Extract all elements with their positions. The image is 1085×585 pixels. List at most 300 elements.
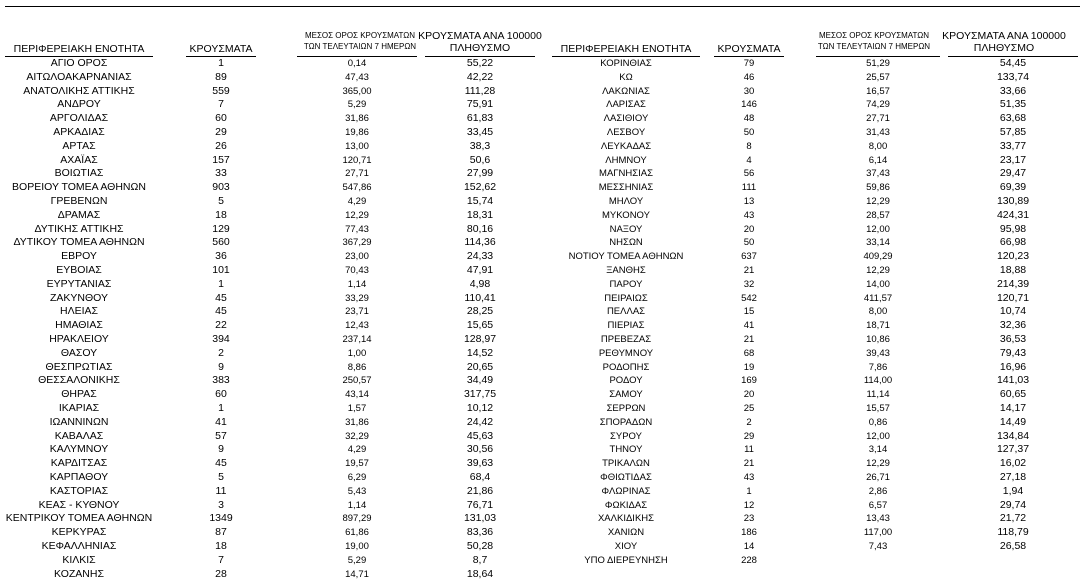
cell-per: 38,3 xyxy=(469,139,491,152)
cell-area: ΠΡΕΒΕΖΑΣ xyxy=(600,334,652,345)
cell-per: 26,58 xyxy=(999,540,1027,552)
right-table-row xyxy=(544,471,1084,485)
cell-area: ΑΧΑΪΑΣ xyxy=(60,153,98,166)
cell-cases: 50 xyxy=(743,237,755,249)
cell-area: ΜΥΚΟΝΟΥ xyxy=(602,209,650,221)
cell-per: 424,31 xyxy=(996,208,1030,221)
cell-per: 33,66 xyxy=(999,84,1027,97)
cell-area: ΡΕΘΥΜΝΟΥ xyxy=(598,347,654,359)
right-table-row xyxy=(544,457,1084,471)
cell-cases: 56 xyxy=(743,168,755,180)
right-table-row xyxy=(544,126,1084,140)
cell-per: 114,36 xyxy=(464,236,496,249)
left-table-row xyxy=(0,209,540,223)
cell-avg: 19,00 xyxy=(345,541,369,552)
cell-per: 4,98 xyxy=(469,277,491,290)
cell-area: ΚΑΒΑΛΑΣ xyxy=(54,429,104,442)
cell-cases: 36 xyxy=(215,250,227,263)
cell-avg: 4,29 xyxy=(347,444,367,456)
cell-avg: 8,00 xyxy=(868,140,888,152)
right-table-row xyxy=(544,333,1084,347)
cell-cases: 21 xyxy=(743,265,755,276)
cell-avg: 26,71 xyxy=(866,472,890,483)
cell-cases: 57 xyxy=(215,429,227,442)
cell-area: ΚΕΝΤΡΙΚΟΥ ΤΟΜΕΑ ΑΘΗΝΩΝ xyxy=(5,512,153,525)
cell-per: 110,41 xyxy=(464,291,496,304)
cell-cases: 12 xyxy=(743,499,755,511)
right-table-row xyxy=(544,167,1084,181)
cell-per: 15,65 xyxy=(466,319,494,332)
cell-per: 69,39 xyxy=(999,181,1027,194)
cell-avg: 114,00 xyxy=(863,375,893,387)
cell-avg: 4,29 xyxy=(347,196,367,207)
cell-avg: 39,43 xyxy=(866,347,890,359)
cell-area: ΗΛΕΙΑΣ xyxy=(59,305,98,318)
right-table-row xyxy=(544,112,1084,126)
cell-per: 29,74 xyxy=(999,498,1027,511)
cell-per: 29,47 xyxy=(999,167,1027,180)
right-table-row xyxy=(544,250,1084,264)
cell-cases: 146 xyxy=(741,99,757,111)
cell-avg: 77,43 xyxy=(345,223,369,235)
cell-avg: 12,29 xyxy=(866,196,890,207)
cell-area: ΚΩ xyxy=(619,71,633,83)
cell-avg: 5,29 xyxy=(347,99,367,111)
cell-cases: 1 xyxy=(218,277,224,290)
header-avg-right-line1: ΜΕΣΟΣ ΟΡΟΣ ΚΡΟΥΣΜΑΤΩΝ xyxy=(818,31,930,40)
right-table-row xyxy=(544,85,1084,99)
cell-avg: 3,14 xyxy=(868,444,888,456)
left-table-row xyxy=(0,540,540,554)
left-table-row xyxy=(0,388,540,402)
cell-area: ΡΟΔΟΥ xyxy=(609,375,643,387)
cell-per: 50,28 xyxy=(466,540,494,552)
cell-cases: 5 xyxy=(218,471,224,483)
cell-avg: 16,57 xyxy=(866,85,890,97)
cell-avg: 12,00 xyxy=(866,430,890,442)
cell-avg: 33,29 xyxy=(345,292,369,304)
left-table-row xyxy=(0,305,540,319)
cell-area: ΧΙΟΥ xyxy=(614,541,638,552)
cell-avg: 12,29 xyxy=(345,209,369,221)
cell-area: ΝΗΣΩΝ xyxy=(609,237,643,249)
left-table-row xyxy=(0,57,540,71)
left-table-row xyxy=(0,457,540,471)
cell-area: ΛΕΣΒΟΥ xyxy=(606,127,646,138)
cell-avg: 117,00 xyxy=(863,527,893,539)
cell-per: 76,71 xyxy=(466,498,494,511)
cell-cases: 28 xyxy=(215,567,227,580)
left-table-row xyxy=(0,98,540,112)
cell-area: ΕΒΡΟΥ xyxy=(61,250,97,263)
cell-area: ΠΙΕΡΙΑΣ xyxy=(607,320,645,332)
left-table-row xyxy=(0,471,540,485)
left-table-row xyxy=(0,264,540,278)
cell-avg: 28,57 xyxy=(866,209,890,221)
cell-avg: 1,00 xyxy=(347,347,367,359)
cell-per: 127,37 xyxy=(996,443,1030,456)
cell-cases: 3 xyxy=(218,498,224,511)
cell-area: ΣΕΡΡΩΝ xyxy=(606,403,646,414)
header-per-line1: ΚΡΟΥΣΜΑΤΑ ΑΝΑ 100000 xyxy=(418,30,542,42)
header-per-right-line2: ΠΛΗΘΥΣΜΟ xyxy=(973,42,1035,54)
cell-cases: 32 xyxy=(743,278,755,290)
left-table-row xyxy=(0,167,540,181)
cell-avg: 12,29 xyxy=(866,265,890,276)
right-table-row xyxy=(544,540,1084,554)
cell-area: ΦΩΚΙΔΑΣ xyxy=(604,499,648,511)
cell-cases: 50 xyxy=(743,127,755,138)
cell-cases: 22 xyxy=(215,319,227,332)
top-rule xyxy=(5,6,1080,7)
left-table-row xyxy=(0,154,540,168)
cell-per: 134,84 xyxy=(996,429,1030,442)
cell-cases: 18 xyxy=(215,208,227,221)
left-table-row xyxy=(0,181,540,195)
cell-per: 27,99 xyxy=(466,167,494,180)
left-table-row xyxy=(0,361,540,375)
cell-area: ΚΟΡΙΝΘΙΑΣ xyxy=(600,58,652,69)
cell-per: 54,45 xyxy=(999,57,1027,69)
cell-area: ΚΑΡΔΙΤΣΑΣ xyxy=(50,457,108,470)
cell-cases: 157 xyxy=(212,153,230,166)
left-table-row xyxy=(0,71,540,85)
cell-area: ΛΑΡΙΣΑΣ xyxy=(606,99,646,111)
cell-cases: 68 xyxy=(743,347,755,359)
cell-avg: 25,57 xyxy=(866,71,890,83)
cell-per: 27,18 xyxy=(999,471,1027,483)
cell-per: 24,33 xyxy=(466,250,494,263)
cell-avg: 411,57 xyxy=(863,292,893,304)
cell-avg: 31,86 xyxy=(345,113,369,125)
header-area-right: ΠΕΡΙΦΕΡΕΙΑΚΗ ΕΝΟΤΗΤΑ xyxy=(560,43,692,55)
cell-cases: 542 xyxy=(741,292,757,304)
cell-cases: 101 xyxy=(212,264,230,276)
cell-area: ΘΕΣΠΡΩΤΙΑΣ xyxy=(45,360,113,373)
right-table-row xyxy=(544,443,1084,457)
cell-avg: 0,14 xyxy=(347,58,367,69)
cell-per: 24,42 xyxy=(466,415,494,428)
cell-area: ΗΡΑΚΛΕΙΟΥ xyxy=(49,333,109,345)
left-table-row xyxy=(0,250,540,264)
right-table-row xyxy=(544,305,1084,319)
cell-area: ΚΕΦΑΛΛΗΝΙΑΣ xyxy=(41,540,117,552)
cell-cases: 7 xyxy=(218,553,224,566)
header-area: ΠΕΡΙΦΕΡΕΙΑΚΗ ΕΝΟΤΗΤΑ xyxy=(13,43,145,55)
cell-cases: 13 xyxy=(743,196,755,207)
cell-area: ΕΥΒΟΙΑΣ xyxy=(56,264,102,276)
cell-per: 42,22 xyxy=(466,70,494,83)
cell-avg: 12,29 xyxy=(866,458,890,470)
cell-per: 14,49 xyxy=(999,415,1027,428)
cell-area: ΑΝΔΡΟΥ xyxy=(57,98,101,111)
cell-cases: 637 xyxy=(741,251,757,263)
cell-area: ΗΜΑΘΙΑΣ xyxy=(55,319,103,332)
cell-per: 131,03 xyxy=(463,512,497,525)
cell-area: ΒΟΡΕΙΟΥ ΤΟΜΕΑ ΑΘΗΝΩΝ xyxy=(12,181,146,194)
cell-per: 68,4 xyxy=(469,471,491,483)
cell-avg: 8,00 xyxy=(868,306,888,318)
cell-cases: 7 xyxy=(218,98,224,111)
left-table-row xyxy=(0,416,540,430)
cell-area: ΤΗΝΟΥ xyxy=(609,444,643,456)
cell-area: ΜΑΓΝΗΣΙΑΣ xyxy=(599,168,653,180)
cell-area: ΛΑΚΩΝΙΑΣ xyxy=(602,85,650,97)
cell-avg: 12,00 xyxy=(866,223,890,235)
cell-per: 34,49 xyxy=(466,374,494,387)
cell-area: ΣΥΡΟΥ xyxy=(610,430,642,442)
cell-cases: 394 xyxy=(212,333,230,345)
left-table-row xyxy=(0,512,540,526)
cell-avg: 897,29 xyxy=(342,513,372,525)
cell-avg: 1,14 xyxy=(347,278,367,290)
cell-cases: 45 xyxy=(215,457,227,470)
cell-cases: 14 xyxy=(743,541,755,552)
cell-per: 45,63 xyxy=(466,429,494,442)
cell-cases: 903 xyxy=(212,181,230,194)
right-table-row xyxy=(544,374,1084,388)
cell-area: ΒΟΙΩΤΙΑΣ xyxy=(54,167,104,180)
cell-cases: 228 xyxy=(741,554,757,566)
cell-area: ΔΡΑΜΑΣ xyxy=(57,208,101,221)
cell-per: 18,31 xyxy=(466,208,494,221)
cell-cases: 29 xyxy=(215,126,227,138)
cell-area: ΘΗΡΑΣ xyxy=(61,388,97,401)
left-table-row xyxy=(0,223,540,237)
header-per-right xyxy=(929,30,1079,54)
cell-per: 66,98 xyxy=(999,236,1027,249)
cell-cases: 15 xyxy=(743,306,755,318)
cell-area: ΓΡΕΒΕΝΩΝ xyxy=(50,195,108,207)
cell-area: ΛΕΥΚΑΔΑΣ xyxy=(600,140,652,152)
cell-per: 83,36 xyxy=(466,526,494,539)
cell-avg: 547,86 xyxy=(342,182,372,194)
cell-area: ΚΑΡΠΑΘΟΥ xyxy=(49,471,109,483)
left-table-row xyxy=(0,278,540,292)
cell-area: ΚΑΣΤΟΡΙΑΣ xyxy=(49,484,109,497)
cell-area: ΡΟΔΟΠΗΣ xyxy=(602,361,650,373)
cell-per: 141,03 xyxy=(996,374,1030,387)
cell-per: 14,52 xyxy=(466,346,494,359)
cell-cases: 46 xyxy=(743,71,755,83)
cell-area: ΑΓΙΟ ΟΡΟΣ xyxy=(50,57,108,69)
cell-avg: 7,43 xyxy=(868,541,888,552)
cell-cases: 43 xyxy=(743,472,755,483)
cell-avg: 0,86 xyxy=(868,416,888,428)
header-cases: ΚΡΟΥΣΜΑΤΑ xyxy=(189,43,253,55)
cell-per: 28,25 xyxy=(466,305,494,318)
cell-avg: 13,00 xyxy=(345,140,369,152)
cell-area: ΚΕΡΚΥΡΑΣ xyxy=(51,526,107,539)
cell-cases: 169 xyxy=(741,375,757,387)
left-table-row xyxy=(0,85,540,99)
cell-area: ΚΙΛΚΙΣ xyxy=(62,553,96,566)
cell-cases: 129 xyxy=(212,222,230,235)
left-table-row xyxy=(0,236,540,250)
cell-area: ΚΟΖΑΝΗΣ xyxy=(54,567,104,580)
cell-per: 47,91 xyxy=(466,264,494,276)
cell-avg: 6,57 xyxy=(868,499,888,511)
cell-cases: 19 xyxy=(743,361,755,373)
cell-area: ΙΩΑΝΝΙΝΩΝ xyxy=(49,415,109,428)
cell-avg: 367,29 xyxy=(342,237,372,249)
cell-per: 33,77 xyxy=(999,139,1027,152)
cell-cases: 1 xyxy=(218,402,224,414)
left-table-row xyxy=(0,347,540,361)
right-table-row xyxy=(544,402,1084,416)
cell-cases: 33 xyxy=(215,167,227,180)
cell-cases: 45 xyxy=(215,305,227,318)
cell-per: 20,65 xyxy=(466,360,494,373)
cell-avg: 6,29 xyxy=(347,472,367,483)
cell-area: ΑΡΚΑΔΙΑΣ xyxy=(53,126,105,138)
left-table-row xyxy=(0,499,540,513)
cell-per: 61,83 xyxy=(466,112,494,125)
cell-cases: 5 xyxy=(218,195,224,207)
cell-area: ΜΗΛΟΥ xyxy=(608,196,644,207)
cell-avg: 15,57 xyxy=(866,403,890,414)
cell-avg: 7,86 xyxy=(868,361,888,373)
cell-per: 10,12 xyxy=(466,402,494,414)
cell-area: ΘΕΣΣΑΛΟΝΙΚΗΣ xyxy=(38,374,120,387)
right-table-row xyxy=(544,319,1084,333)
right-table-row xyxy=(544,361,1084,375)
left-table-row xyxy=(0,430,540,444)
cell-avg: 14,71 xyxy=(345,568,369,580)
cell-per: 10,74 xyxy=(999,305,1027,318)
cell-area: ΞΑΝΘΗΣ xyxy=(606,265,646,276)
cell-cases: 2 xyxy=(218,346,224,359)
cell-avg: 5,29 xyxy=(347,554,367,566)
cell-avg: 237,14 xyxy=(342,334,372,345)
cell-avg: 27,71 xyxy=(345,168,369,180)
right-table-row xyxy=(544,485,1084,499)
cell-per: 118,79 xyxy=(997,526,1029,539)
cell-area: ΑΝΑΤΟΛΙΚΗΣ ΑΤΤΙΚΗΣ xyxy=(23,84,135,97)
cell-avg: 250,57 xyxy=(342,375,372,387)
cell-per: 317,75 xyxy=(463,388,497,401)
cell-area: ΥΠΟ ΔΙΕΡΕΥΝΗΣΗ xyxy=(584,554,668,566)
right-table-row xyxy=(544,430,1084,444)
cell-avg: 59,86 xyxy=(866,182,890,194)
cell-area: ΠΕΛΛΑΣ xyxy=(606,306,646,318)
header-avg-line1: ΜΕΣΟΣ ΟΡΟΣ ΚΡΟΥΣΜΑΤΩΝ xyxy=(304,31,416,40)
right-table-row xyxy=(544,57,1084,71)
cell-avg: 47,43 xyxy=(345,71,369,83)
cell-per: 50,6 xyxy=(469,153,491,166)
cell-area: ΠΕΙΡΑΙΩΣ xyxy=(604,292,648,304)
cell-avg: 13,43 xyxy=(866,513,890,525)
cell-per: 130,89 xyxy=(996,195,1030,207)
cell-avg: 8,86 xyxy=(347,361,367,373)
cell-avg: 409,29 xyxy=(863,251,893,263)
right-table-row xyxy=(544,181,1084,195)
cell-per: 128,97 xyxy=(463,333,497,345)
cell-area: ΣΑΜΟΥ xyxy=(609,389,643,401)
cell-cases: 30 xyxy=(743,85,755,97)
cell-per: 57,85 xyxy=(999,126,1027,138)
cell-per: 16,02 xyxy=(999,457,1027,470)
right-table-row xyxy=(544,278,1084,292)
cell-area: ΦΘΙΩΤΙΔΑΣ xyxy=(600,472,652,483)
cell-cases: 11 xyxy=(744,444,754,456)
cell-per: 51,35 xyxy=(999,98,1027,111)
cell-cases: 4 xyxy=(746,154,752,166)
cell-per: 15,74 xyxy=(466,195,494,207)
right-table-row xyxy=(544,209,1084,223)
cell-cases: 23 xyxy=(743,513,755,525)
cell-per: 32,36 xyxy=(999,319,1027,332)
cell-avg: 120,71 xyxy=(342,154,372,166)
cell-cases: 18 xyxy=(215,540,227,552)
cell-area: ΔΥΤΙΚΟΥ ΤΟΜΕΑ ΑΘΗΝΩΝ xyxy=(13,236,145,249)
right-table-row xyxy=(544,388,1084,402)
cell-cases: 45 xyxy=(215,291,227,304)
cell-area: ΕΥΡΥΤΑΝΙΑΣ xyxy=(46,277,112,290)
right-table-row xyxy=(544,526,1084,540)
cell-per: 33,45 xyxy=(466,126,494,138)
cell-avg: 14,00 xyxy=(866,278,890,290)
left-table-row xyxy=(0,319,540,333)
right-table-row xyxy=(544,236,1084,250)
cell-area: ΧΑΛΚΙΔΙΚΗΣ xyxy=(597,513,655,525)
cell-per: 63,68 xyxy=(999,112,1027,125)
header-avg-right-line2: ΤΩΝ ΤΕΛΕΥΤΑΙΩΝ 7 ΗΜΕΡΩΝ xyxy=(817,42,931,51)
header-per xyxy=(410,30,550,54)
header-avg-right xyxy=(804,30,944,52)
cell-area: ΛΑΣΙΘΙΟΥ xyxy=(603,113,649,125)
cell-area: ΚΕΑΣ - ΚΥΘΝΟΥ xyxy=(38,498,120,511)
cell-cases: 1 xyxy=(746,485,752,497)
right-table-row xyxy=(544,264,1084,278)
right-table-row xyxy=(544,195,1084,209)
cell-area: ΔΥΤΙΚΗΣ ΑΤΤΙΚΗΣ xyxy=(34,222,124,235)
cell-cases: 21 xyxy=(743,458,755,470)
cell-avg: 5,43 xyxy=(347,485,367,497)
cell-per: 75,91 xyxy=(466,98,494,111)
cell-cases: 21 xyxy=(743,334,755,345)
right-table-row xyxy=(544,512,1084,526)
cell-cases: 25 xyxy=(743,403,755,414)
cell-avg: 37,43 xyxy=(866,168,890,180)
cell-area: ΖΑΚΥΝΘΟΥ xyxy=(49,291,108,304)
cell-cases: 60 xyxy=(215,388,227,401)
cell-area: ΛΗΜΝΟΥ xyxy=(605,154,647,166)
left-table-row xyxy=(0,568,540,582)
cell-avg: 1,14 xyxy=(347,499,367,511)
header-cases-right: ΚΡΟΥΣΜΑΤΑ xyxy=(717,43,781,55)
cell-avg: 31,43 xyxy=(866,127,890,138)
cell-area: ΝΟΤΙΟΥ ΤΟΜΕΑ ΑΘΗΝΩΝ xyxy=(568,251,684,263)
cell-per: 120,23 xyxy=(996,250,1030,263)
left-table-row xyxy=(0,292,540,306)
cell-per: 8,7 xyxy=(472,553,488,566)
header-per-right-line1: ΚΡΟΥΣΜΑΤΑ ΑΝΑ 100000 xyxy=(942,30,1066,42)
cell-area: ΚΑΛΥΜΝΟΥ xyxy=(49,443,109,456)
left-table-row xyxy=(0,443,540,457)
right-table-row xyxy=(544,347,1084,361)
cell-per: 14,17 xyxy=(999,402,1027,414)
cell-area: ΦΛΩΡΙΝΑΣ xyxy=(601,485,651,497)
cell-avg: 12,43 xyxy=(345,320,369,332)
cell-cases: 20 xyxy=(743,389,755,401)
cell-avg: 70,43 xyxy=(345,265,369,276)
left-table-row xyxy=(0,554,540,568)
cell-avg: 6,14 xyxy=(868,154,888,166)
cell-cases: 20 xyxy=(743,223,755,235)
cell-avg: 23,71 xyxy=(345,306,369,318)
cell-cases: 383 xyxy=(212,374,230,387)
